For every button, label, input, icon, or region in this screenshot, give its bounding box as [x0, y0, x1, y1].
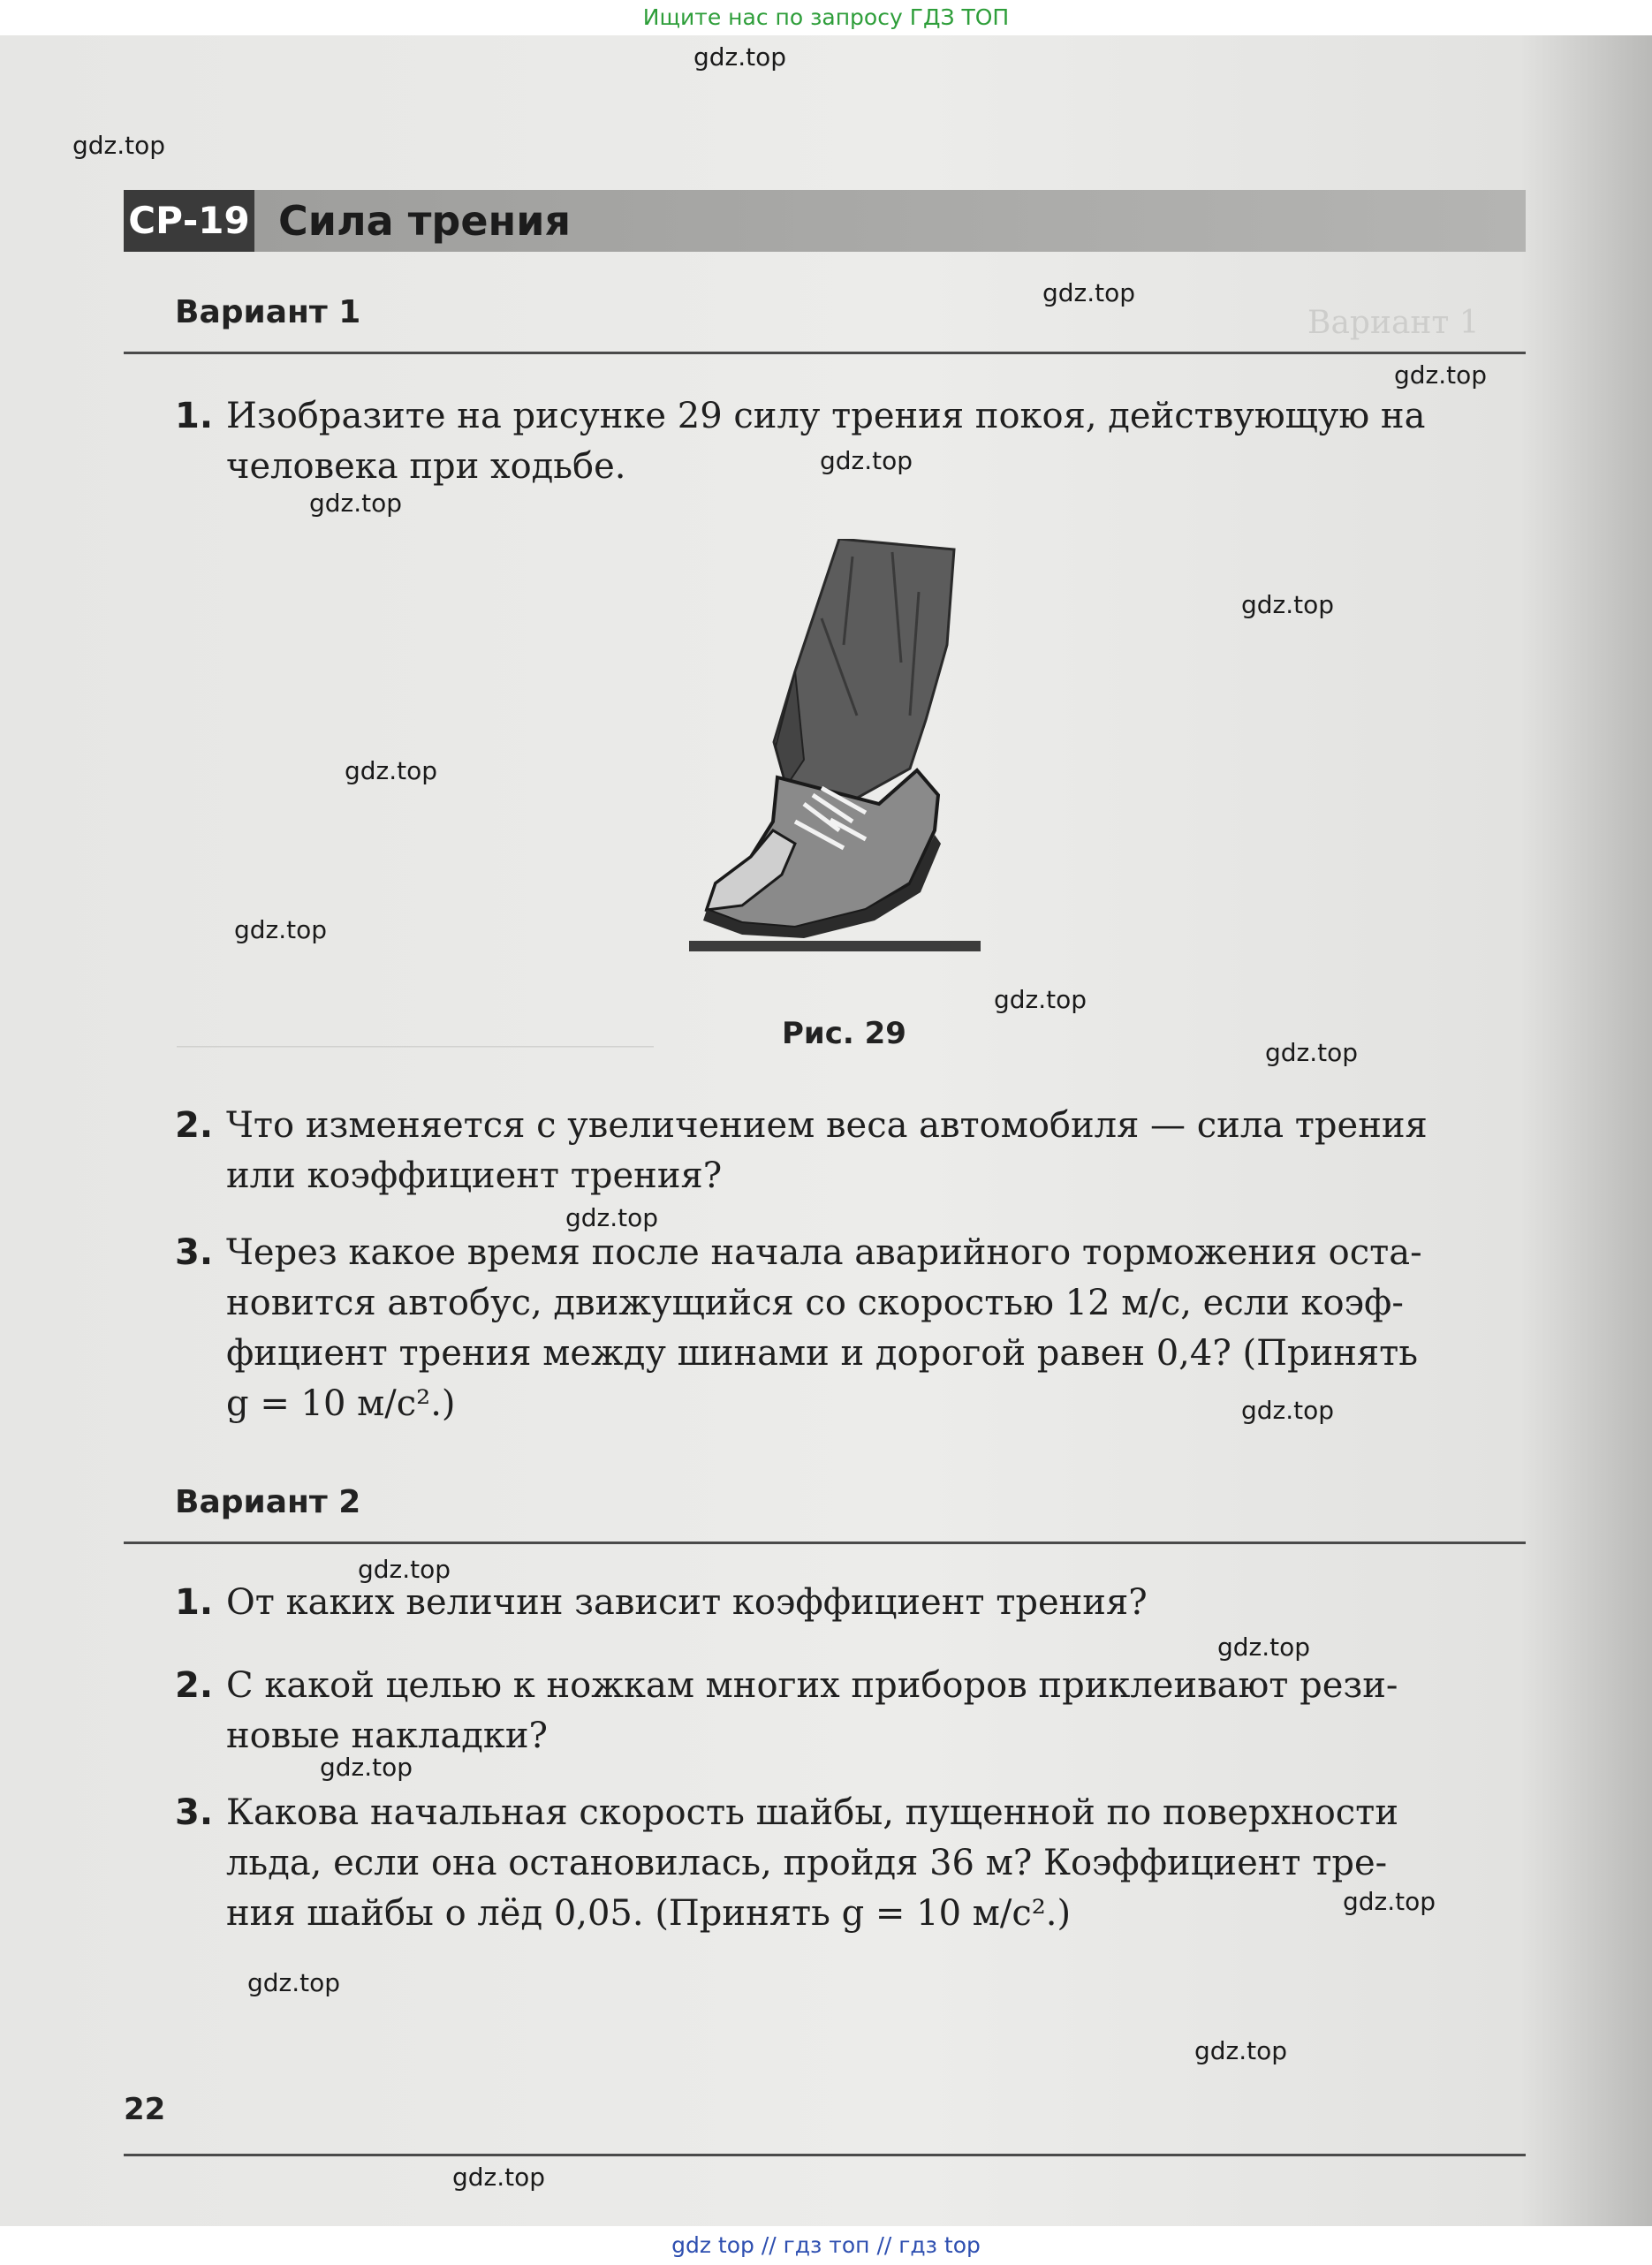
variant-2-title: Вариант 2 — [175, 1484, 361, 1520]
task-number: 1. — [175, 1582, 214, 1623]
variant-2-task-2 — [175, 1661, 1535, 1767]
task-number: 3. — [175, 1232, 214, 1273]
walking-shoe-illustration — [689, 539, 981, 954]
task-line: Что изменяется с увеличением веса автомобиля — сила трения — [226, 1105, 1428, 1146]
watermark: gdz.top — [1241, 1396, 1335, 1425]
watermark: gdz.top — [1241, 590, 1335, 619]
task-line: новые накладки? — [226, 1716, 548, 1756]
task-line: От каких величин зависит коэффициент трения? — [226, 1582, 1148, 1623]
watermark: gdz.top — [1217, 1632, 1311, 1662]
task-line: или коэффициент трения? — [226, 1155, 723, 1196]
variant-2-divider — [124, 1542, 1526, 1544]
figure-caption: Рис. 29 — [782, 1016, 906, 1051]
task-number: 2. — [175, 1665, 214, 1706]
watermark: gdz.top — [320, 1753, 413, 1782]
watermark: gdz.top — [820, 446, 913, 475]
task-number: 1. — [175, 396, 214, 436]
variant-1-divider — [124, 352, 1526, 354]
bleed-through-text: Вариант 1 — [1307, 305, 1480, 341]
task-line: новится автобус, движущийся со скоростью 12 м/с, если коэф- — [226, 1283, 1404, 1323]
watermark: gdz.top — [358, 1555, 451, 1584]
task-line: Изобразите на рисунке 29 силу трения покоя, действующую на — [226, 396, 1426, 436]
task-line: фициент трения между шинами и дорогой равен 0,4? (Принять — [226, 1333, 1419, 1374]
task-number: 2. — [175, 1105, 214, 1146]
watermark: gdz.top — [1343, 1887, 1436, 1916]
watermark: gdz.top — [452, 2163, 546, 2192]
task-line: g = 10 м/с².) — [226, 1383, 456, 1424]
variant-1-title: Вариант 1 — [175, 294, 361, 330]
watermark: gdz.top — [565, 1203, 659, 1232]
figure-29 — [689, 539, 981, 954]
watermark: gdz.top — [994, 985, 1087, 1014]
watermark: gdz.top — [1042, 278, 1136, 307]
watermark: gdz.top — [1194, 2036, 1288, 2065]
variant-1-task-2 — [175, 1101, 1535, 1207]
watermark: gdz.top — [247, 1968, 341, 1997]
task-line: С какой целью к ножкам многих приборов приклеивают рези- — [226, 1665, 1398, 1706]
watermark: gdz.top — [345, 756, 438, 785]
task-line: человека при ходьбе. — [226, 446, 626, 487]
task-number: 3. — [175, 1792, 214, 1833]
bottom-site-banner[interactable]: gdz top // гдз топ // гдз top — [0, 2226, 1652, 2265]
watermark: gdz.top — [309, 489, 403, 518]
task-line: Какова начальная скорость шайбы, пущенной по поверхности — [226, 1792, 1398, 1833]
watermark: gdz.top — [693, 42, 787, 72]
page-number: 22 — [124, 2092, 166, 2127]
task-line: льда, если она остановилась, пройдя 36 м? Коэффициент тре- — [226, 1843, 1388, 1883]
section-title: Сила трения — [278, 197, 572, 245]
task-line: Через какое время после начала аварийного торможения оста- — [226, 1232, 1422, 1273]
watermark: gdz.top — [1394, 360, 1488, 390]
variant-1-task-1 — [175, 391, 1535, 497]
variant-2-task-1 — [175, 1578, 1535, 1631]
watermark: gdz.top — [1265, 1038, 1359, 1067]
watermark: gdz.top — [72, 131, 166, 160]
watermark: gdz.top — [234, 915, 328, 944]
top-search-banner[interactable]: Ищите нас по запросу ГДЗ ТОП — [0, 0, 1652, 35]
bleed-through-text: ______________________________ — [177, 1011, 654, 1048]
variant-2-task-3 — [175, 1788, 1535, 1947]
task-line: ния шайбы о лёд 0,05. (Принять g = 10 м/с².) — [226, 1893, 1072, 1934]
footer-divider — [124, 2154, 1526, 2156]
section-code: СР-19 — [124, 190, 254, 252]
